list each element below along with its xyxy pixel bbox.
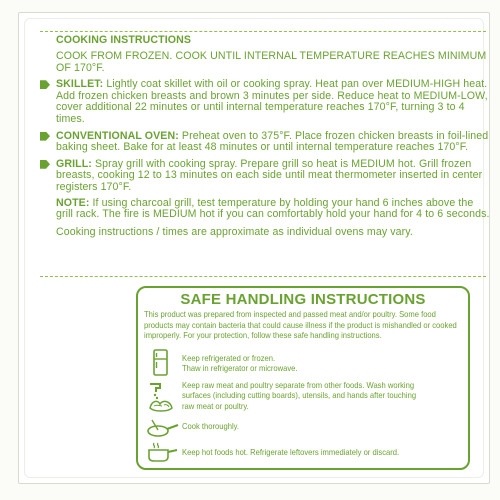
grill-note xyxy=(56,198,490,221)
item-text xyxy=(182,448,461,458)
note-label: NOTE: xyxy=(56,196,90,209)
item-line: Cook thoroughly. xyxy=(182,422,240,431)
arrow-bullet-icon xyxy=(40,160,50,169)
hot-pot-icon xyxy=(144,440,180,462)
item-line: Thaw in refrigerator or microwave. xyxy=(182,364,298,374)
safe-handling-title: SAFE HANDLING INSTRUCTIONS xyxy=(180,291,426,308)
safe-handling-box xyxy=(136,286,470,470)
method-text: Lightly coat skillet with oil or cooking spray. Heat pan over MEDIUM-HIGH heat. Add frozen chicken breasts and brown 3 minutes per side. Reduce heat to MEDIUM-LOW, cover additional 22 minutes or until internal temperature reaches 170°F, turning 3 to 4 times. xyxy=(56,78,488,125)
item-text xyxy=(182,422,461,432)
cooking-instructions xyxy=(40,35,490,238)
cooking-intro: COOK FROM FROZEN. COOK UNTIL INTERNAL TEMPERATURE REACHES MINIMUM OF 170°F. xyxy=(56,50,487,74)
safe-handling-item-hot xyxy=(144,440,462,462)
item-text xyxy=(182,354,461,375)
item-line: surfaces (including cutting boards), utensils, and hands after touching xyxy=(182,391,417,401)
safe-handling-item-cook xyxy=(144,418,462,440)
arrow-bullet-icon xyxy=(40,132,50,141)
method-oven xyxy=(40,131,490,154)
method-skillet xyxy=(40,79,490,125)
item-line: Keep refrigerated or frozen. xyxy=(182,354,276,363)
cooking-footnote: Cooking instructions / times are approximate as individual ovens may vary. xyxy=(56,225,413,238)
item-line: Keep raw meat and poultry separate from other foods. Wash working xyxy=(182,381,415,390)
bottom-dashed-rule xyxy=(40,276,486,277)
method-text: Preheat oven to 375°F. Place frozen chicken breasts in foil-lined baking sheet. Bake for at least 48 minutes or until internal temperature reaches 170°F. xyxy=(56,129,489,154)
safe-handling-item-refrigerate xyxy=(144,349,462,377)
method-label: GRILL: xyxy=(56,157,92,170)
arrow-bullet-icon xyxy=(40,80,50,89)
item-line: Keep hot foods hot. Refrigerate leftovers immediately or discard. xyxy=(182,448,400,457)
note-text: If using charcoal grill, test temperature by holding your hand 6 inches above the grill rack. The fire is MEDIUM hot if you can comfortably hold your hand for 4 to 6 seconds. xyxy=(56,196,490,221)
method-text: Spray grill with cooking spray. Prepare grill so heat is MEDIUM hot. Grill frozen breasts, cooking 12 to 13 minutes on each side until meat thermometer inserted in center registers 170°F. xyxy=(56,157,483,193)
method-label: SKILLET: xyxy=(56,78,104,91)
item-line: raw meat or poultry. xyxy=(182,401,249,411)
handwash-icon xyxy=(144,380,178,416)
item-text xyxy=(182,381,461,412)
refrigerator-icon xyxy=(144,349,174,377)
thermometer-pan-icon xyxy=(144,418,180,440)
method-label: CONVENTIONAL OVEN: xyxy=(56,129,179,142)
method-grill xyxy=(40,159,490,194)
safe-handling-item-separate xyxy=(144,380,462,416)
cooking-title: COOKING INSTRUCTIONS xyxy=(56,34,192,46)
safe-handling-intro: This product was prepared from inspected and passed meat and/or poultry. Some food products may contain bacteria that could cause illness if the product is mishandled or cooked improperly. For your protection, follow these safe handling instructions. xyxy=(144,310,457,341)
top-dashed-rule xyxy=(40,31,486,32)
